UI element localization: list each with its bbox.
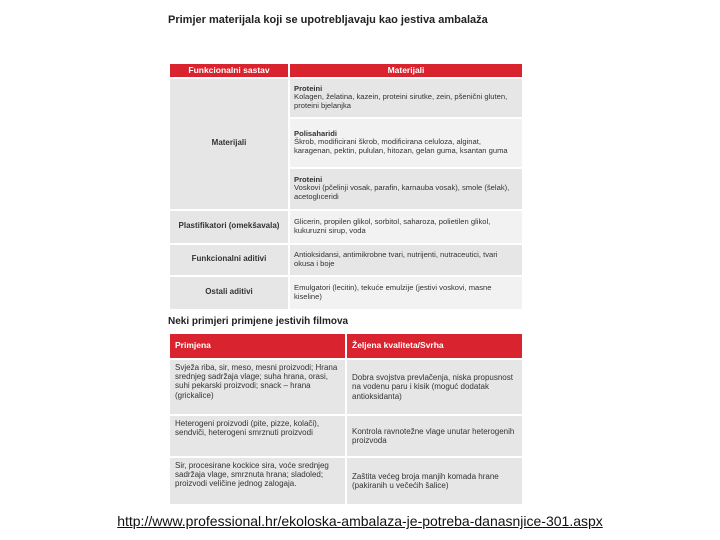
table-cell: Sir, procesirane kockice sira, voće srednjeg sadržaja vlage, smrznuta hrana; sladoled; proizvodi veličine jednog zalogaja. xyxy=(169,457,346,505)
table-cell: Zaštita većeg broja manjih komada hrane (pakiranih u večećih šalice) xyxy=(346,457,523,505)
cell-text: Kolagen, želatina, kazein, proteini sirutke, zein, pšenični gluten, proteini bjelanjka xyxy=(294,92,508,110)
section-subtitle: Neki primjeri primjene jestivih filmova xyxy=(168,316,349,327)
source-link[interactable]: http://www.professional.hr/ekoloska-ambalaza-je-potreba-danasnjice-301.aspx xyxy=(117,513,603,529)
table-cell: Heterogeni proizvodi (pite, pizze, kolači), sendviči, heterogeni smrznuti proizvodi xyxy=(169,415,346,457)
table-row xyxy=(169,359,523,415)
table-cell xyxy=(289,78,523,118)
cell-heading: Polisaharidi xyxy=(294,128,338,138)
document-title: Primjer materijala koji se upotrebljavaju kao jestiva ambalaža xyxy=(168,14,488,26)
table-cell: Kontrola ravnotežne vlage unutar heterogenih proizvoda xyxy=(346,415,523,457)
table-cell: Dobra svojstva prevlačenja, niska propusnost na vodenu paru i kisik (moguć dodatak antioksidanta) xyxy=(346,359,523,415)
row-label: Plastifikatori (omekšavala) xyxy=(169,210,289,244)
table-row xyxy=(169,415,523,457)
table-row xyxy=(169,276,523,310)
cell-heading: Proteini xyxy=(294,83,323,93)
cell-heading: Proteini xyxy=(294,174,323,184)
column-header: Željena kvaliteta/Svrha xyxy=(346,333,523,359)
table-header-row xyxy=(169,333,523,359)
row-label: Ostali aditivi xyxy=(169,276,289,310)
table-row xyxy=(169,210,523,244)
table-row xyxy=(169,78,523,118)
table-cell xyxy=(289,118,523,168)
table-cell xyxy=(289,168,523,210)
applications-table xyxy=(168,332,524,506)
column-header: Funkcionalni sastav xyxy=(169,63,289,78)
cell-text: Voskovi (pčelinji vosak, parafin, karnauba vosak), smole (šelak), acetoglıceridi xyxy=(294,183,510,201)
table-cell: Emulgatori (lecitin), tekuće emulzije (jestivi voskovi, masne kiseline) xyxy=(289,276,523,310)
cell-text: Škrob, modificirani škrob, modificirana celuloza, alginat, karagenan, pektin, pululan, hitozan, gelan guma, ksantan guma xyxy=(294,137,508,155)
document-image xyxy=(168,14,522,490)
table-cell: Glicerin, propilen glikol, sorbitol, saharoza, polietilen glikol, kukuruzni sirup, voda xyxy=(289,210,523,244)
table-cell: Svježa riba, sir, meso, mesni proizvodi; Hrana srednjeg sadržaja vlage; suha hrana, orasi, suhi pekarski proizvodi; snack – hrana (grickalice) xyxy=(169,359,346,415)
materials-table xyxy=(168,62,524,311)
row-label: Funkcionalni aditivi xyxy=(169,244,289,276)
table-row xyxy=(169,457,523,505)
column-header: Primjena xyxy=(169,333,346,359)
column-header: Materijali xyxy=(289,63,523,78)
table-header-row xyxy=(169,63,523,78)
row-label: Materijali xyxy=(169,78,289,210)
table-cell: Antioksidansi, antimikrobne tvari, nutrijenti, nutraceutici, tvari okusa i boje xyxy=(289,244,523,276)
table-row xyxy=(169,244,523,276)
